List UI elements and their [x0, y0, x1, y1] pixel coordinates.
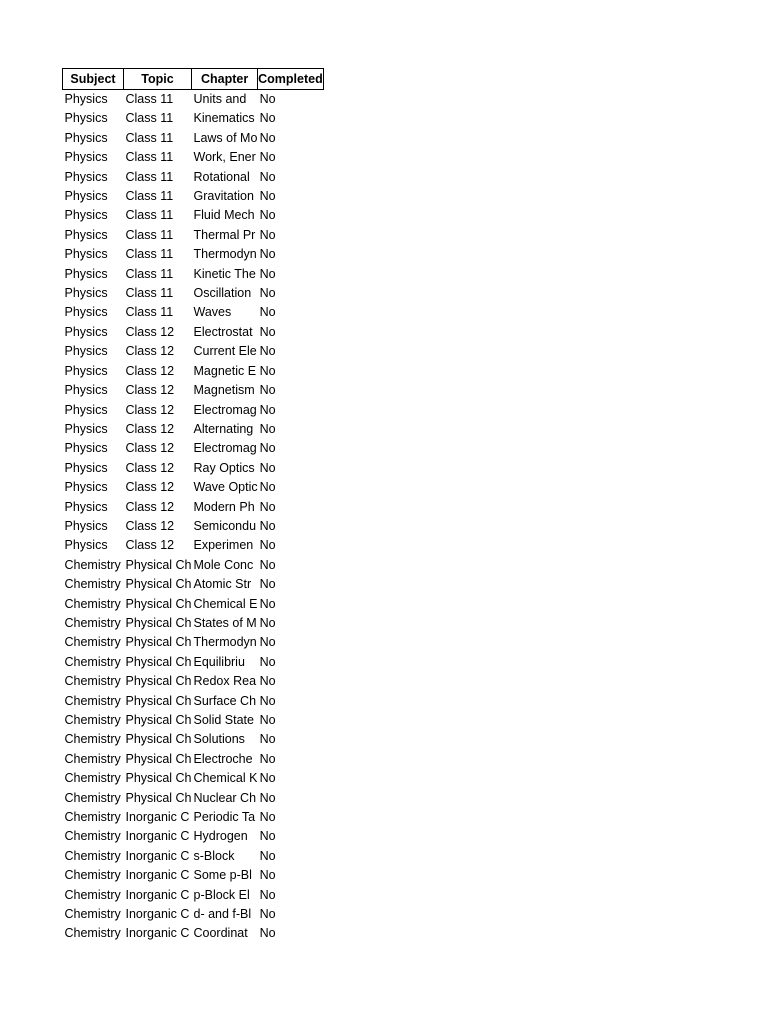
table-row	[63, 827, 324, 846]
table-row	[63, 672, 324, 691]
table-row	[63, 750, 324, 769]
completed-cell[interactable]: No	[259, 286, 276, 301]
chapter-cell[interactable]: Surface Ch	[193, 693, 257, 708]
chapter-cell[interactable]: Atomic Str	[193, 577, 252, 592]
topic-cell[interactable]: Inorganic C	[125, 907, 190, 922]
chapter-cell[interactable]: Solid State	[193, 713, 254, 727]
topic-cell[interactable]: Physical Ch	[125, 577, 192, 592]
table-header	[63, 69, 324, 90]
completed-cell[interactable]: No	[259, 887, 276, 902]
chapter-cell[interactable]: Ray Optics	[193, 460, 255, 475]
subject-cell[interactable]: Physics	[64, 480, 108, 495]
header-topic[interactable]: Topic	[124, 69, 192, 90]
chapter-cell[interactable]: Magnetism	[193, 383, 255, 398]
topic-cell[interactable]: Class 12	[125, 538, 175, 553]
topic-cell[interactable]: Physical Ch	[125, 751, 192, 766]
topic-cell[interactable]: Class 12	[125, 518, 175, 533]
chapter-cell[interactable]: Electromag	[193, 402, 257, 417]
subject-cell[interactable]: Physics	[64, 92, 108, 106]
topic-cell[interactable]: Physical Ch	[125, 693, 192, 708]
topic-cell[interactable]: Class 11	[125, 189, 174, 204]
subject-cell[interactable]: Physics	[64, 208, 108, 223]
chapter-cell[interactable]: Units and	[193, 92, 247, 106]
topic-cell[interactable]: Physical Ch	[125, 615, 192, 630]
table-row	[63, 730, 324, 749]
subject-cell[interactable]: Chemistry	[64, 693, 121, 708]
chapter-cell[interactable]: Work, Ener	[193, 150, 256, 165]
completed-cell[interactable]: No	[259, 538, 276, 553]
table-row	[63, 808, 324, 827]
table-row	[63, 168, 324, 187]
subject-cell[interactable]: Chemistry	[64, 557, 121, 572]
table-row	[63, 517, 324, 536]
topic-cell[interactable]: Class 11	[125, 266, 174, 281]
subject-cell[interactable]: Chemistry	[64, 654, 121, 669]
table-row	[63, 692, 324, 711]
completed-cell[interactable]: No	[259, 92, 276, 106]
topic-cell[interactable]: Class 12	[125, 383, 175, 398]
topic-cell[interactable]: Class 12	[125, 499, 175, 514]
subject-cell[interactable]: Chemistry	[64, 577, 121, 592]
chapter-cell[interactable]: Electroche	[193, 751, 253, 766]
completed-cell[interactable]: No	[259, 421, 276, 436]
subject-cell[interactable]: Physics	[64, 499, 108, 514]
topic-cell[interactable]: Physical Ch	[125, 674, 192, 689]
table-row	[63, 129, 324, 148]
completed-cell[interactable]: No	[259, 751, 276, 766]
header-subject[interactable]: Subject	[63, 69, 124, 90]
completed-cell[interactable]: No	[259, 907, 276, 922]
topic-cell[interactable]: Class 12	[125, 363, 175, 378]
table-row	[63, 148, 324, 167]
chapter-cell[interactable]: Redox Rea	[193, 674, 257, 689]
header-chapter[interactable]: Chapter	[192, 69, 258, 90]
subject-cell[interactable]: Chemistry	[64, 848, 121, 863]
subject-cell[interactable]: Physics	[64, 286, 108, 301]
topic-cell[interactable]: Inorganic C	[125, 868, 190, 883]
chapter-cell[interactable]: Wave Optic	[193, 480, 258, 495]
subject-cell[interactable]: Physics	[64, 363, 108, 378]
topic-cell[interactable]: Class 12	[125, 480, 175, 495]
chapter-cell[interactable]: Magnetic E	[193, 363, 257, 378]
topic-cell[interactable]: Class 11	[125, 169, 174, 184]
topic-cell[interactable]: Inorganic C	[125, 887, 190, 902]
table-row	[63, 866, 324, 885]
chapter-cell[interactable]: Thermodyn	[193, 635, 257, 650]
chapter-cell[interactable]: Thermodyn	[193, 247, 257, 262]
chapter-cell[interactable]: Mole Conc	[193, 557, 254, 572]
completed-cell[interactable]: No	[259, 868, 276, 883]
subject-cell[interactable]: Physics	[64, 518, 108, 533]
table-row	[63, 478, 324, 497]
chapter-cell[interactable]: Hydrogen	[193, 829, 248, 844]
chapter-cell[interactable]: Electromag	[193, 441, 257, 456]
table-row	[63, 614, 324, 633]
topic-cell[interactable]: Physical Ch	[125, 654, 192, 669]
completed-cell[interactable]: No	[259, 635, 276, 650]
subject-cell[interactable]: Physics	[64, 247, 108, 262]
completed-cell[interactable]: No	[259, 577, 276, 592]
table-row	[63, 439, 324, 458]
topic-cell[interactable]: Inorganic C	[125, 810, 190, 825]
table-row	[63, 769, 324, 788]
chapter-cell[interactable]: Alternating	[193, 421, 254, 436]
chapter-cell[interactable]: Fluid Mech	[193, 208, 255, 223]
completed-cell[interactable]: No	[259, 674, 276, 689]
topic-cell[interactable]: Physical Ch	[125, 790, 192, 805]
topic-cell[interactable]: Class 12	[125, 441, 175, 456]
subject-cell[interactable]: Chemistry	[64, 829, 121, 844]
completed-cell[interactable]: No	[259, 615, 276, 630]
subject-cell[interactable]: Chemistry	[64, 674, 121, 689]
completed-cell[interactable]: No	[259, 130, 276, 145]
topic-cell[interactable]: Physical Ch	[125, 732, 192, 747]
topic-cell[interactable]: Class 12	[125, 344, 175, 359]
subject-cell[interactable]: Chemistry	[64, 868, 121, 883]
completed-cell[interactable]: No	[259, 810, 276, 825]
table-row	[63, 90, 324, 110]
completed-cell[interactable]: No	[259, 227, 276, 242]
chapter-cell[interactable]: p-Block El	[193, 887, 250, 902]
subject-cell[interactable]: Physics	[64, 402, 108, 417]
completed-cell[interactable]: No	[259, 324, 276, 339]
subject-cell[interactable]: Chemistry	[64, 771, 121, 786]
subject-cell[interactable]: Physics	[64, 344, 108, 359]
chapter-cell[interactable]: s-Block	[193, 848, 235, 863]
subject-cell[interactable]: Chemistry	[64, 732, 121, 747]
table-row	[63, 536, 324, 555]
topic-cell[interactable]: Class 12	[125, 460, 175, 475]
chapter-cell[interactable]: Nuclear Ch	[193, 790, 257, 805]
chapter-cell[interactable]: Electrostat	[193, 324, 253, 339]
subject-cell[interactable]: Chemistry	[64, 790, 121, 805]
chapter-cell[interactable]: Laws of Mo	[193, 130, 258, 145]
table-row	[63, 459, 324, 478]
completed-cell[interactable]: No	[259, 150, 276, 165]
chapter-cell[interactable]: Gravitation	[193, 189, 254, 204]
chapter-cell[interactable]: Rotational	[193, 169, 250, 184]
chapter-cell[interactable]: Chemical K	[193, 771, 258, 786]
completed-cell[interactable]: No	[259, 790, 276, 805]
table-row	[63, 342, 324, 361]
table-row	[63, 381, 324, 400]
completed-cell[interactable]: No	[259, 596, 276, 611]
chapter-cell[interactable]: Some p-Bl	[193, 868, 252, 883]
chapter-cell[interactable]: Periodic Ta	[193, 810, 256, 825]
subject-cell[interactable]: Physics	[64, 130, 108, 145]
spreadsheet-table	[62, 68, 324, 944]
subject-cell[interactable]: Physics	[64, 305, 108, 320]
completed-cell[interactable]: No	[259, 305, 276, 320]
topic-cell[interactable]: Inorganic C	[125, 848, 190, 863]
topic-cell[interactable]: Physical Ch	[125, 557, 192, 572]
table-row	[63, 265, 324, 284]
table-row	[63, 653, 324, 672]
chapter-cell[interactable]: Solutions	[193, 732, 245, 747]
completed-cell[interactable]: No	[259, 208, 276, 223]
subject-cell[interactable]: Physics	[64, 383, 108, 398]
table-row	[63, 789, 324, 808]
topic-cell[interactable]: Physical Ch	[125, 771, 192, 786]
topic-cell[interactable]: Class 12	[125, 421, 175, 436]
completed-cell[interactable]: No	[259, 460, 276, 475]
chapter-cell[interactable]: Equilibriu	[193, 654, 245, 669]
topic-cell[interactable]: Class 11	[125, 305, 174, 320]
subject-cell[interactable]: Chemistry	[64, 887, 121, 902]
subject-cell[interactable]: Physics	[64, 266, 108, 281]
completed-cell[interactable]: No	[259, 111, 276, 126]
completed-cell[interactable]: No	[259, 732, 276, 747]
table-row	[63, 905, 324, 924]
subject-cell[interactable]: Physics	[64, 111, 108, 126]
subject-cell[interactable]: Chemistry	[64, 907, 121, 922]
completed-cell[interactable]: No	[259, 771, 276, 786]
table-row	[63, 498, 324, 517]
completed-cell[interactable]: No	[259, 247, 276, 262]
chapter-cell[interactable]: Modern Ph	[193, 499, 255, 514]
topic-cell[interactable]: Physical Ch	[125, 713, 192, 727]
table-row	[63, 284, 324, 303]
table-row	[63, 886, 324, 905]
subject-cell[interactable]: Physics	[64, 421, 108, 436]
table-row	[63, 711, 324, 730]
completed-cell[interactable]: No	[259, 654, 276, 669]
chapter-cell[interactable]: Waves	[193, 305, 232, 320]
chapter-cell[interactable]: Thermal Pr	[193, 227, 256, 242]
chapter-cell[interactable]: Oscillation	[193, 286, 252, 301]
completed-cell[interactable]: No	[259, 499, 276, 514]
topic-cell[interactable]: Physical Ch	[125, 635, 192, 650]
completed-cell[interactable]: No	[259, 557, 276, 572]
completed-cell[interactable]: No	[259, 848, 276, 863]
table-row	[63, 303, 324, 322]
topic-cell[interactable]: Physical Ch	[125, 596, 192, 611]
completed-cell[interactable]: No	[259, 441, 276, 456]
completed-cell[interactable]: No	[259, 480, 276, 495]
table-row	[63, 575, 324, 594]
completed-cell[interactable]: No	[259, 829, 276, 844]
topic-cell[interactable]: Class 11	[125, 227, 174, 242]
table-row	[63, 226, 324, 245]
topic-cell[interactable]: Class 11	[125, 208, 174, 223]
table-body	[63, 90, 324, 944]
topic-cell[interactable]: Class 11	[125, 286, 174, 301]
chapter-cell[interactable]: Chemical E	[193, 596, 258, 611]
topic-cell[interactable]: Class 12	[125, 324, 175, 339]
topic-cell[interactable]: Class 12	[125, 402, 175, 417]
topic-cell[interactable]: Class 11	[125, 247, 174, 262]
subject-cell[interactable]: Chemistry	[64, 635, 121, 650]
subject-cell[interactable]: Chemistry	[64, 713, 121, 727]
table-row	[63, 323, 324, 342]
completed-cell[interactable]: No	[259, 693, 276, 708]
header-row	[63, 69, 324, 90]
subject-cell[interactable]: Physics	[64, 227, 108, 242]
chapter-cell[interactable]: Experimen	[193, 538, 254, 553]
topic-cell[interactable]: Inorganic C	[125, 829, 190, 844]
chapter-cell[interactable]: Coordinat	[193, 926, 248, 941]
subject-cell[interactable]: Chemistry	[64, 810, 121, 825]
chapter-cell[interactable]: States of M	[193, 615, 257, 630]
subject-cell[interactable]: Chemistry	[64, 596, 121, 611]
table-row	[63, 595, 324, 614]
completed-cell[interactable]: No	[259, 189, 276, 204]
topic-cell[interactable]: Inorganic C	[125, 926, 190, 941]
topic-cell[interactable]: Class 11	[125, 92, 174, 106]
subject-cell[interactable]: Physics	[64, 324, 108, 339]
table-row	[63, 245, 324, 264]
table-row	[63, 187, 324, 206]
completed-cell[interactable]: No	[259, 926, 276, 941]
chapter-cell[interactable]: Kinetic The	[193, 266, 256, 281]
table-row	[63, 362, 324, 381]
table-row	[63, 420, 324, 439]
completed-cell[interactable]: No	[259, 713, 276, 727]
completed-cell[interactable]: No	[259, 169, 276, 184]
subject-cell[interactable]: Physics	[64, 538, 108, 553]
completed-cell[interactable]: No	[259, 266, 276, 281]
completed-cell[interactable]: No	[259, 344, 276, 359]
table-row	[63, 556, 324, 575]
completed-cell[interactable]: No	[259, 383, 276, 398]
subject-cell[interactable]: Chemistry	[64, 926, 121, 941]
table-row	[63, 924, 324, 943]
subject-cell[interactable]: Chemistry	[64, 615, 121, 630]
subject-cell[interactable]: Physics	[64, 150, 108, 165]
table-row	[63, 401, 324, 420]
subject-cell[interactable]: Physics	[64, 441, 108, 456]
subject-cell[interactable]: Physics	[64, 460, 108, 475]
chapter-cell[interactable]: Current Ele	[193, 344, 257, 359]
chapter-cell[interactable]: Semicondu	[193, 518, 257, 533]
topic-cell[interactable]: Class 11	[125, 130, 174, 145]
table-row	[63, 633, 324, 652]
subject-cell[interactable]: Physics	[64, 189, 108, 204]
completed-cell[interactable]: No	[259, 402, 276, 417]
completed-cell[interactable]: No	[259, 518, 276, 533]
table-row	[63, 847, 324, 866]
subject-cell[interactable]: Chemistry	[64, 751, 121, 766]
table-row	[63, 109, 324, 128]
completed-cell[interactable]: No	[259, 363, 276, 378]
chapter-cell[interactable]: Kinematics	[193, 111, 255, 126]
header-completed[interactable]: Completed	[258, 69, 324, 90]
topic-cell[interactable]: Class 11	[125, 111, 174, 126]
table-row	[63, 206, 324, 225]
chapter-cell[interactable]: d- and f-Bl	[193, 907, 252, 922]
topic-cell[interactable]: Class 11	[125, 150, 174, 165]
subject-cell[interactable]: Physics	[64, 169, 108, 184]
